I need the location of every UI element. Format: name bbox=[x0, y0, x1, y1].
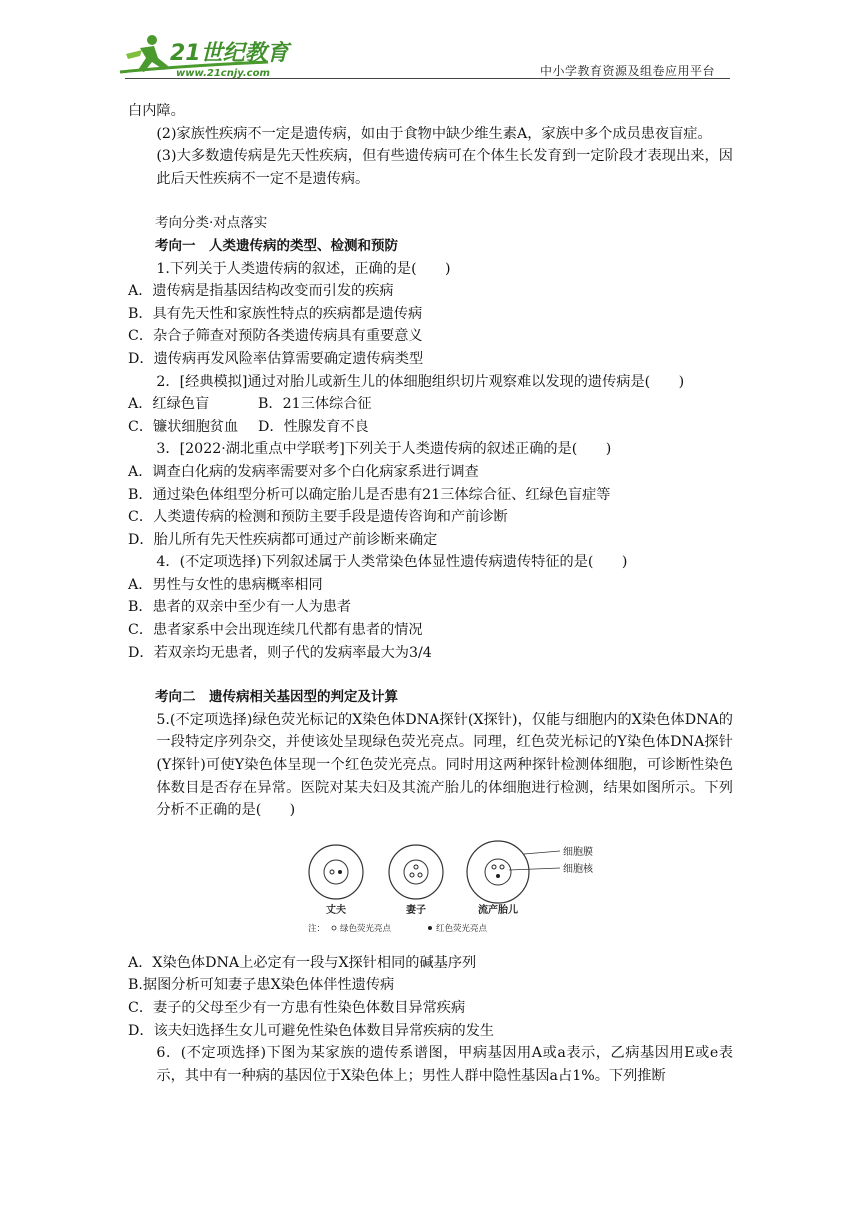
platform-name: 中小学教育资源及组卷应用平台 bbox=[540, 64, 716, 78]
q4-option-d: D．若双亲均无患者，则子代的发病率最大为3/4 bbox=[128, 644, 432, 661]
husband-cell bbox=[309, 845, 363, 899]
q1-option-b: B．具有先天性和家族性特点的疾病都是遗传病 bbox=[128, 305, 423, 322]
q2-option-c: C．镰状细胞贫血 bbox=[128, 418, 239, 435]
note-prefix: 注： bbox=[308, 923, 326, 934]
q3-option-a: A．调查白化病的发病率需要对多个白化病家系进行调查 bbox=[128, 463, 479, 480]
q1-stem: 1.下列关于人类遗传病的叙述，正确的是( ) bbox=[156, 260, 451, 277]
q6-stem: 6．(不定项选择)下图为某家族的遗传系谱图，甲病基因用A或a表示，乙病基因用E或e表示，其中有一种病的基因位于X染色体上；男性人群中隐性基因a占1%。下列推断 bbox=[156, 1045, 733, 1084]
fetus-cell bbox=[467, 841, 529, 903]
q2-stem: 2．[经典模拟]通过对胎儿或新生儿的体细胞组织切片观察难以发现的遗传病是( ) bbox=[156, 373, 685, 390]
cell-figure bbox=[128, 832, 733, 942]
q5-option-a: A．X染色体DNA上必定有一段与X探针相同的碱基序列 bbox=[128, 954, 477, 971]
note-3: (3)大多数遗传病是先天性疾病，但有些遗传病可在个体生长发育到一定阶段才表现出来，因此后天性疾病不一定不是遗传病。 bbox=[156, 148, 733, 187]
q3-option-c: C．人类遗传病的检测和预防主要手段是遗传咨询和产前诊断 bbox=[128, 509, 508, 526]
cell-diagram bbox=[298, 832, 638, 942]
q5-option-d: D．该夫妇选择生女儿可避免性染色体数目异常疾病的发生 bbox=[128, 1022, 495, 1039]
note-red: 红色荧光亮点 bbox=[436, 923, 488, 934]
svg-text:www.21cnjy.com: www.21cnjy.com bbox=[176, 68, 270, 79]
label-membrane: 细胞膜 bbox=[563, 846, 593, 858]
q4-stem: 4．(不定项选择)下列叙述属于人类常染色体显性遗传病遗传特征的是( ) bbox=[156, 554, 628, 571]
logo bbox=[118, 32, 308, 82]
q4-option-c: C．患者家系中会出现连续几代都有患者的情况 bbox=[128, 622, 423, 639]
q2-options-ab bbox=[128, 393, 733, 416]
q4-option-b: B．患者的双亲中至少有一人为患者 bbox=[128, 599, 352, 616]
section-label: 考向分类·对点落实 bbox=[155, 215, 268, 232]
note-green: 绿色荧光亮点 bbox=[340, 923, 392, 934]
note-2: (2)家族性疾病不一定是遗传病，如由于食物中缺少维生素A，家族中多个成员患夜盲症。 bbox=[156, 125, 712, 142]
red-dot-legend bbox=[428, 926, 432, 930]
direction-1-heading: 考向一 人类遗传病的类型、检测和预防 bbox=[155, 237, 398, 254]
wife-cell bbox=[389, 845, 443, 899]
text-line: 白内障。 bbox=[128, 103, 185, 119]
direction-2-heading: 考向二 遗传病相关基因型的判定及计算 bbox=[155, 689, 398, 706]
q1-option-a: A．遗传病是指基因结构改变而引发的疾病 bbox=[128, 283, 394, 300]
label-fetus: 流产胎儿 bbox=[478, 904, 518, 916]
label-husband: 丈夫 bbox=[326, 904, 346, 916]
q3-option-b: B．通过染色体组型分析可以确定胎儿是否患有21三体综合征、红绿色盲症等 bbox=[128, 486, 611, 503]
q5-stem: 5.(不定项选择)绿色荧光标记的X染色体DNA探针(X探针)，仅能与细胞内的X染色体DNA的一段特定序列杂交，并使该处呈现绿色荧光亮点。同理，红色荧光标记的Y染色体DNA探针(Y探针)可使Y染色体呈现一个红色荧光亮点。同时用这两种探针检测体细胞，可诊断性染色体数目是否存在异常。医院对某夫妇及其流产胎儿的体细胞进行检测，结果如图所示。下列分析不正确的是( ) bbox=[156, 711, 733, 819]
q4-option-a: A．男性与女性的患病概率相同 bbox=[128, 576, 323, 593]
q5-option-c: C．妻子的父母至少有一方患有性染色体数目异常疾病 bbox=[128, 1000, 466, 1016]
svg-text:21世纪教育: 21世纪教育 bbox=[170, 41, 289, 66]
q1-option-c: C．杂合子筛查对预防各类遗传病具有重要意义 bbox=[128, 328, 423, 345]
q3-stem: 3．[2022·湖北重点中学联考]下列关于人类遗传病的叙述正确的是( ) bbox=[156, 441, 612, 458]
label-nucleus: 细胞核 bbox=[563, 863, 593, 875]
q2-option-b: B．21三体综合征 bbox=[258, 396, 372, 413]
document-body bbox=[128, 100, 733, 1087]
header-divider bbox=[125, 78, 730, 79]
green-dot-legend bbox=[332, 926, 336, 930]
q2-option-d: D．性腺发育不良 bbox=[258, 418, 369, 435]
q2-option-a: A．红绿色盲 bbox=[128, 396, 210, 413]
label-wife: 妻子 bbox=[406, 904, 426, 916]
page-header bbox=[0, 0, 860, 90]
q1-option-d: D．遗传病再发风险率估算需要确定遗传病类型 bbox=[128, 350, 424, 367]
q2-options-cd bbox=[128, 416, 733, 439]
q3-option-d: D．胎儿所有先天性疾病都可通过产前诊断来确定 bbox=[128, 531, 438, 548]
q5-option-b: B.据图分析可知妻子患X染色体伴性遗传病 bbox=[128, 977, 395, 994]
